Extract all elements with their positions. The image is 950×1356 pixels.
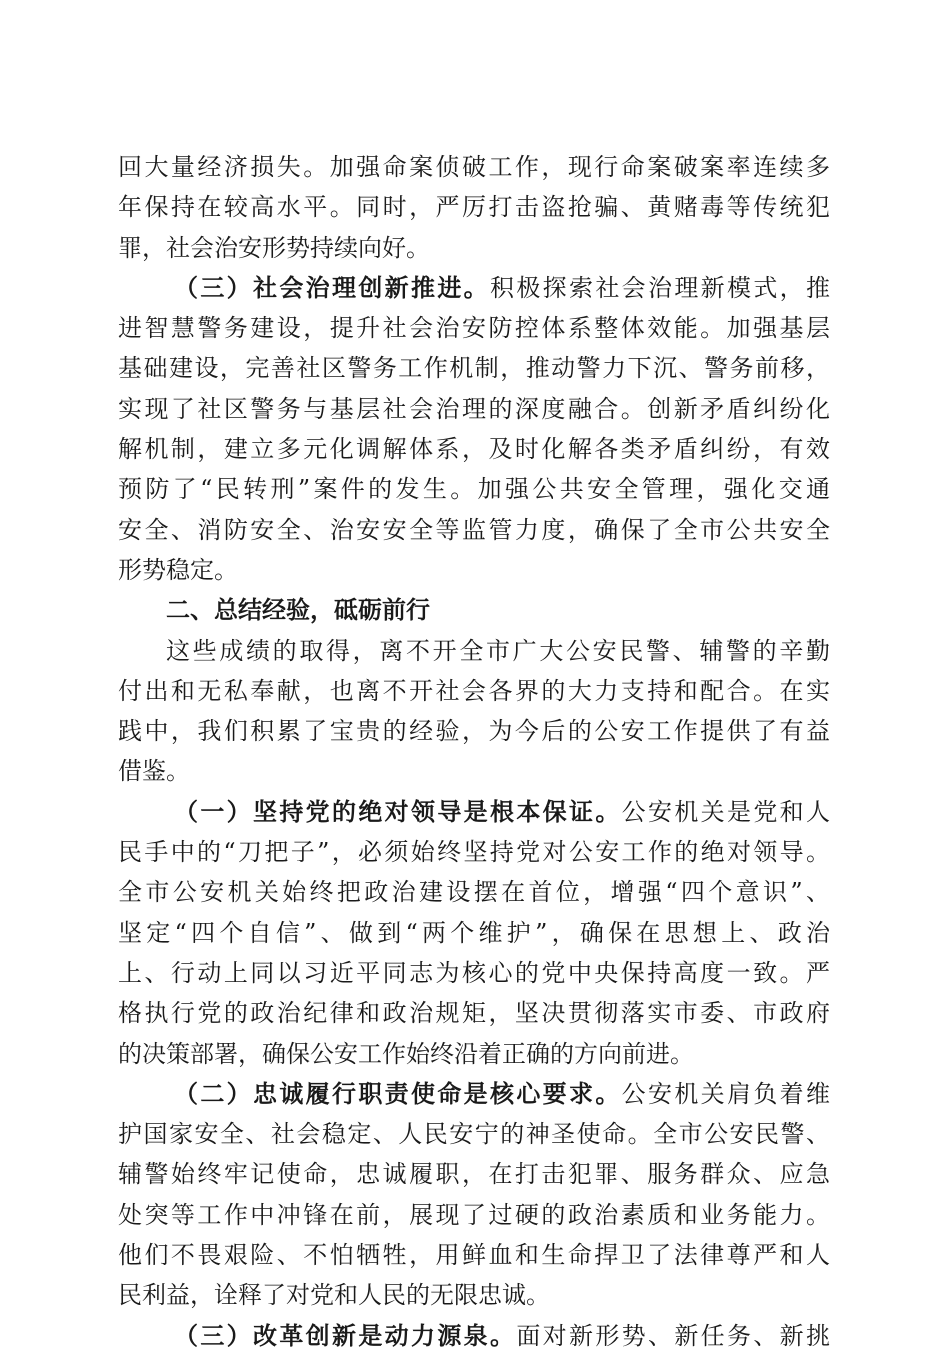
- text-line: 坚定“四个自信”、做到“两个维护”，确保在思想上、政治: [118, 918, 830, 947]
- text-line: 进智慧警务建设，提升社会治安防控体系整体效能。加强基层: [118, 314, 830, 343]
- text-span: 公安机关肩负着维: [621, 1079, 831, 1108]
- text-span: 公安机关是党和人: [621, 797, 831, 826]
- text-line: 形势稳定。: [118, 555, 238, 584]
- text-line: 解机制，建立多元化调解体系，及时化解各类矛盾纠纷，有效: [118, 435, 830, 464]
- section-heading: 二、总结经验，砥砺前行: [166, 595, 430, 625]
- text-line: 上、行动上同以习近平同志为核心的党中央保持高度一致。严: [118, 958, 830, 987]
- text-line: 基础建设，完善社区警务工作机制，推动警力下沉、警务前移，: [118, 354, 830, 383]
- document-page: [118, 147, 830, 1356]
- text-line: 回大量经济损失。加强命案侦破工作，现行命案破案率连续多: [118, 153, 830, 181]
- text-span: 面对新形势、新任务、新挑: [516, 1321, 831, 1350]
- text-line: 民利益，诠释了对党和人民的无限忠诚。: [118, 1281, 550, 1310]
- text-line: 护国家安全、社会稳定、人民安宁的神圣使命。全市公安民警、: [118, 1120, 830, 1149]
- paragraph-first-line: [118, 268, 830, 308]
- text-line: 民手中的“刀把子”，必须始终坚持党对公安工作的绝对领导。: [118, 838, 830, 867]
- paragraph-first-line: [118, 792, 830, 832]
- text-line: 安全、消防安全、治安安全等监管力度，确保了全市公共安全: [118, 515, 830, 544]
- text-line: 践中，我们积累了宝贵的经验，为今后的公安工作提供了有益: [118, 717, 830, 746]
- paragraph-first-line: [118, 1074, 830, 1114]
- text-line: 付出和无私奉献，也离不开社会各界的大力支持和配合。在实: [118, 676, 830, 705]
- text-line: 实现了社区警务与基层社会治理的深度融合。创新矛盾纠纷化: [118, 394, 830, 423]
- text-line: 预防了“民转刑”案件的发生。加强公共安全管理，强化交通: [118, 475, 830, 504]
- paragraph-first-line: [118, 1316, 830, 1356]
- text-line: 罪，社会治安形势持续向好。: [118, 233, 430, 262]
- text-line: 格执行党的政治纪律和政治规矩，坚决贯彻落实市委、市政府: [118, 999, 830, 1028]
- subheading: （一）坚持党的绝对领导是根本保证。: [174, 796, 622, 826]
- text-line: 的决策部署，确保公安工作始终沿着正确的方向前进。: [118, 1039, 694, 1068]
- paragraph-first-line: 这些成绩的取得，离不开全市广大公安民警、辅警的辛勤: [166, 636, 830, 665]
- text-span: 积极探索社会治理新模式，推: [490, 273, 830, 302]
- text-line: 处突等工作中冲锋在前，展现了过硬的政治素质和业务能力。: [118, 1200, 830, 1229]
- subheading: （三）社会治理创新推进。: [174, 272, 490, 302]
- text-line: 辅警始终牢记使命，忠诚履职，在打击犯罪、服务群众、应急: [118, 1160, 830, 1189]
- text-line: 全市公安机关始终把政治建设摆在首位，增强“四个意识”、: [118, 878, 830, 907]
- subheading: （二）忠诚履行职责使命是核心要求。: [174, 1078, 622, 1108]
- text-line: 借鉴。: [118, 757, 190, 786]
- text-line: 他们不畏艰险、不怕牺牲，用鲜血和生命捍卫了法律尊严和人: [118, 1241, 830, 1270]
- subheading: （三）改革创新是动力源泉。: [174, 1320, 517, 1350]
- text-line: 年保持在较高水平。同时，严厉打击盗抢骗、黄赌毒等传统犯: [118, 193, 830, 222]
